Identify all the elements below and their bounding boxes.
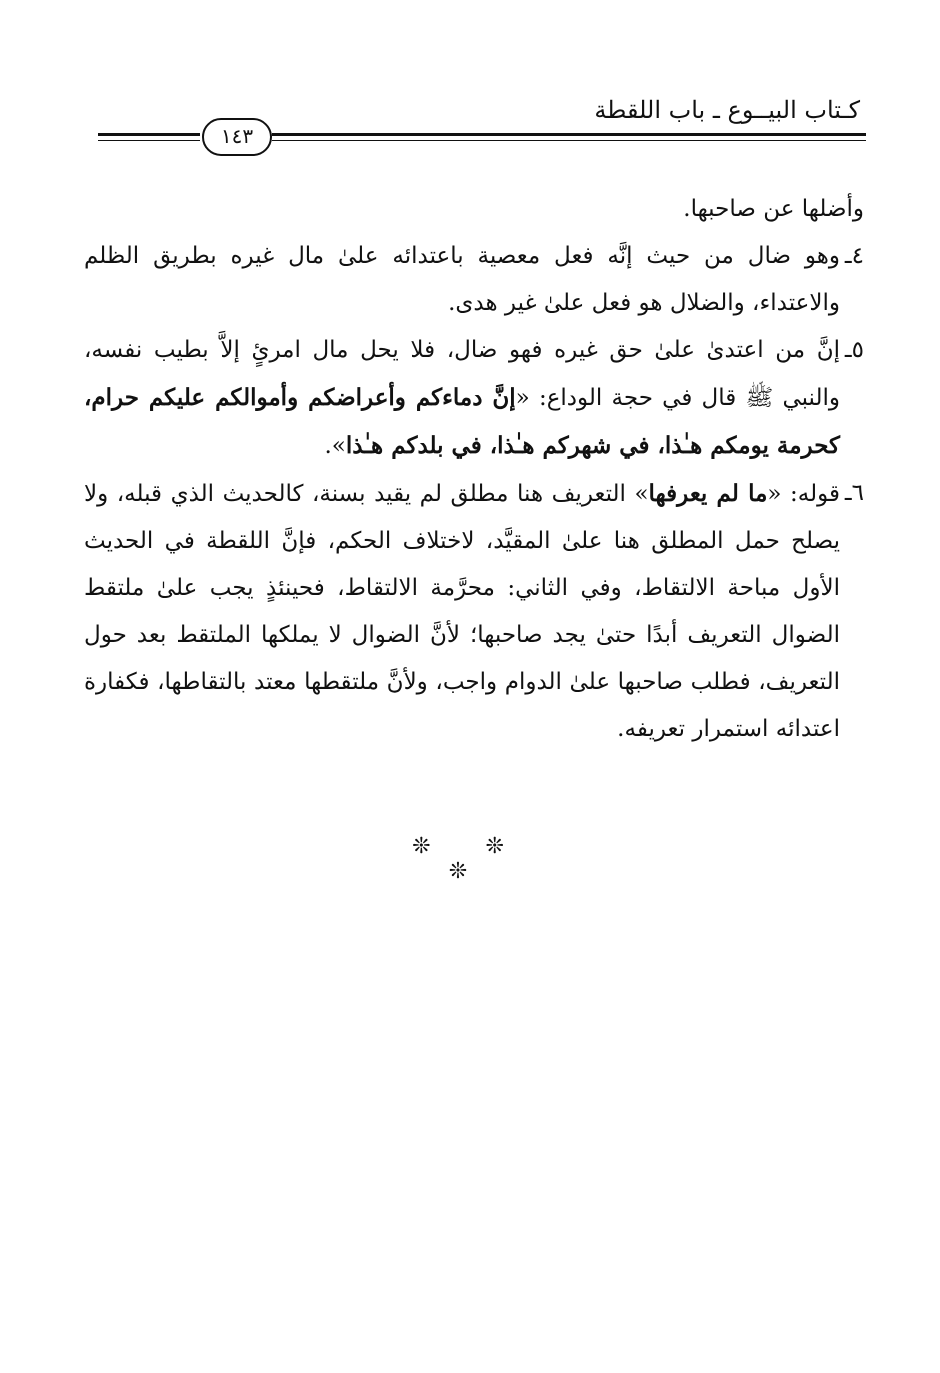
item-text-end: » التعريف هنا مطلق لم يقيد بسنة، كالحديث الذي قبله، ولا يصلح حمل المطلق هنا علىٰ المقيَّد، لاختلاف الحكم، فإنَّ اللقطة في الحديث الأول مباحة الالتقاط، وفي الثاني: محرَّمة الالتقاط، فحينئذٍ يجب علىٰ ملتقط الضوال التعريف أبدًا حتىٰ يجد صاحبها؛ لأنَّ الضوال لا يملكها الملتقط بعد حول التعريف، فطلب صاحبها علىٰ الدوام واجب، ولأنَّ ملتقطها معتد بالتقاطها، فكفارة اعتدائه استمرار تعريفه. xyxy=(84,481,840,742)
item-number: ٥ـ xyxy=(844,337,864,363)
hadith-quote: إنَّ دماءكم وأعراضكم وأموالكم عليكم حرام، كحرمة يومكم هـٰذا، في شهركم هـٰذا، في بلدكم هـٰذا xyxy=(84,384,840,459)
quoted-phrase: ما لم يعرفها xyxy=(648,480,768,507)
section-end-ornament: ❊ ❊ ❊ xyxy=(412,834,528,884)
item-text-end: ». xyxy=(324,433,346,459)
list-item-6 xyxy=(84,470,864,753)
page-number-badge: ١٤٣ xyxy=(202,118,272,156)
list-item-5 xyxy=(84,327,864,470)
intro-line: وأضلها عن صاحبها. xyxy=(683,196,864,222)
item-text: قوله: « xyxy=(767,481,840,507)
header-rule-left xyxy=(98,133,200,136)
item-text: وهو ضال من حيث إنَّه فعل معصية باعتدائه علىٰ مال غيره بطريق الظلم والاعتداء، والضلال هو فعل علىٰ غير هدى. xyxy=(84,243,840,316)
header-rule-right xyxy=(272,133,866,136)
header-rule-right-thin xyxy=(272,140,866,141)
item-text: إنَّ من اعتدىٰ علىٰ حق غيره فهو ضال، فلا يحل مال امرئٍ إلاَّ بطيب نفسه، والنبي ﷺ قال في حجة الوداع: « xyxy=(84,337,840,411)
body-text xyxy=(84,186,864,753)
item-number: ٤ـ xyxy=(844,243,864,269)
header-rule-left-thin xyxy=(98,140,200,141)
running-header-title: كـتاب البيــوع ـ باب اللقطة xyxy=(594,96,860,124)
list-item-4 xyxy=(84,233,864,327)
item-number: ٦ـ xyxy=(844,480,864,506)
